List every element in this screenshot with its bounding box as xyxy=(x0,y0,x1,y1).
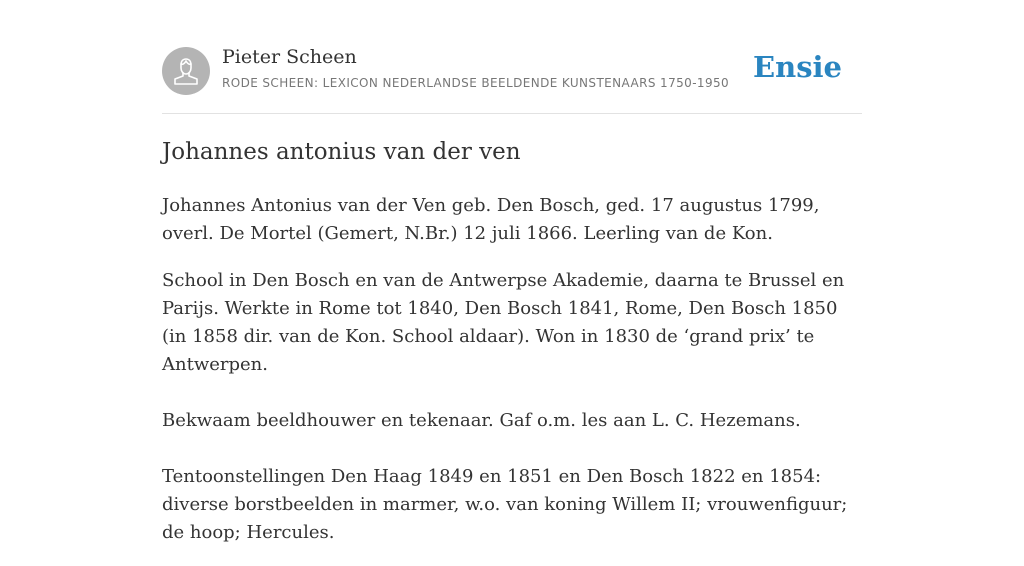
source-title[interactable]: RODE SCHEEN: LEXICON NEDERLANDSE BEELDENDE KUNSTENAARS 1750-1950 xyxy=(222,76,730,90)
article-paragraph: Bekwaam beeldhouwer en tekenaar. Gaf o.m. les aan L. C. Hezemans. xyxy=(162,410,801,431)
article-paragraph: Tentoonstellingen Den Haag 1849 en 1851 en Den Bosch 1822 en 1854: diverse borstbeelden in marmer, w.o. van koning Willem II; vrouwenfiguur; de hoop; Hercules. xyxy=(162,466,848,543)
article-paragraph: Johannes Antonius van der Ven geb. Den Bosch, ged. 17 augustus 1799, overl. De Mortel (Gemert, N.Br.) 12 juli 1866. Leerling van de Kon. xyxy=(162,195,820,244)
ensie-logo[interactable]: Ensie xyxy=(753,50,842,84)
article-header xyxy=(162,46,862,96)
page-title: Johannes antonius van der ven xyxy=(162,139,521,165)
header-divider xyxy=(162,113,862,114)
author-avatar[interactable] xyxy=(162,47,210,95)
article-body xyxy=(162,138,862,566)
author-name[interactable]: Pieter Scheen xyxy=(222,46,357,68)
user-icon xyxy=(173,57,199,85)
article-paragraph: School in Den Bosch en van de Antwerpse Akademie, daarna te Brussel en Parijs. Werkte in Rome tot 1840, Den Bosch 1841, Rome, Den Bosch 1850 (in 1858 dir. van de Kon. School aldaar). Won in 1830 de ‘grand prix’ te Antwerpen. xyxy=(162,270,845,375)
